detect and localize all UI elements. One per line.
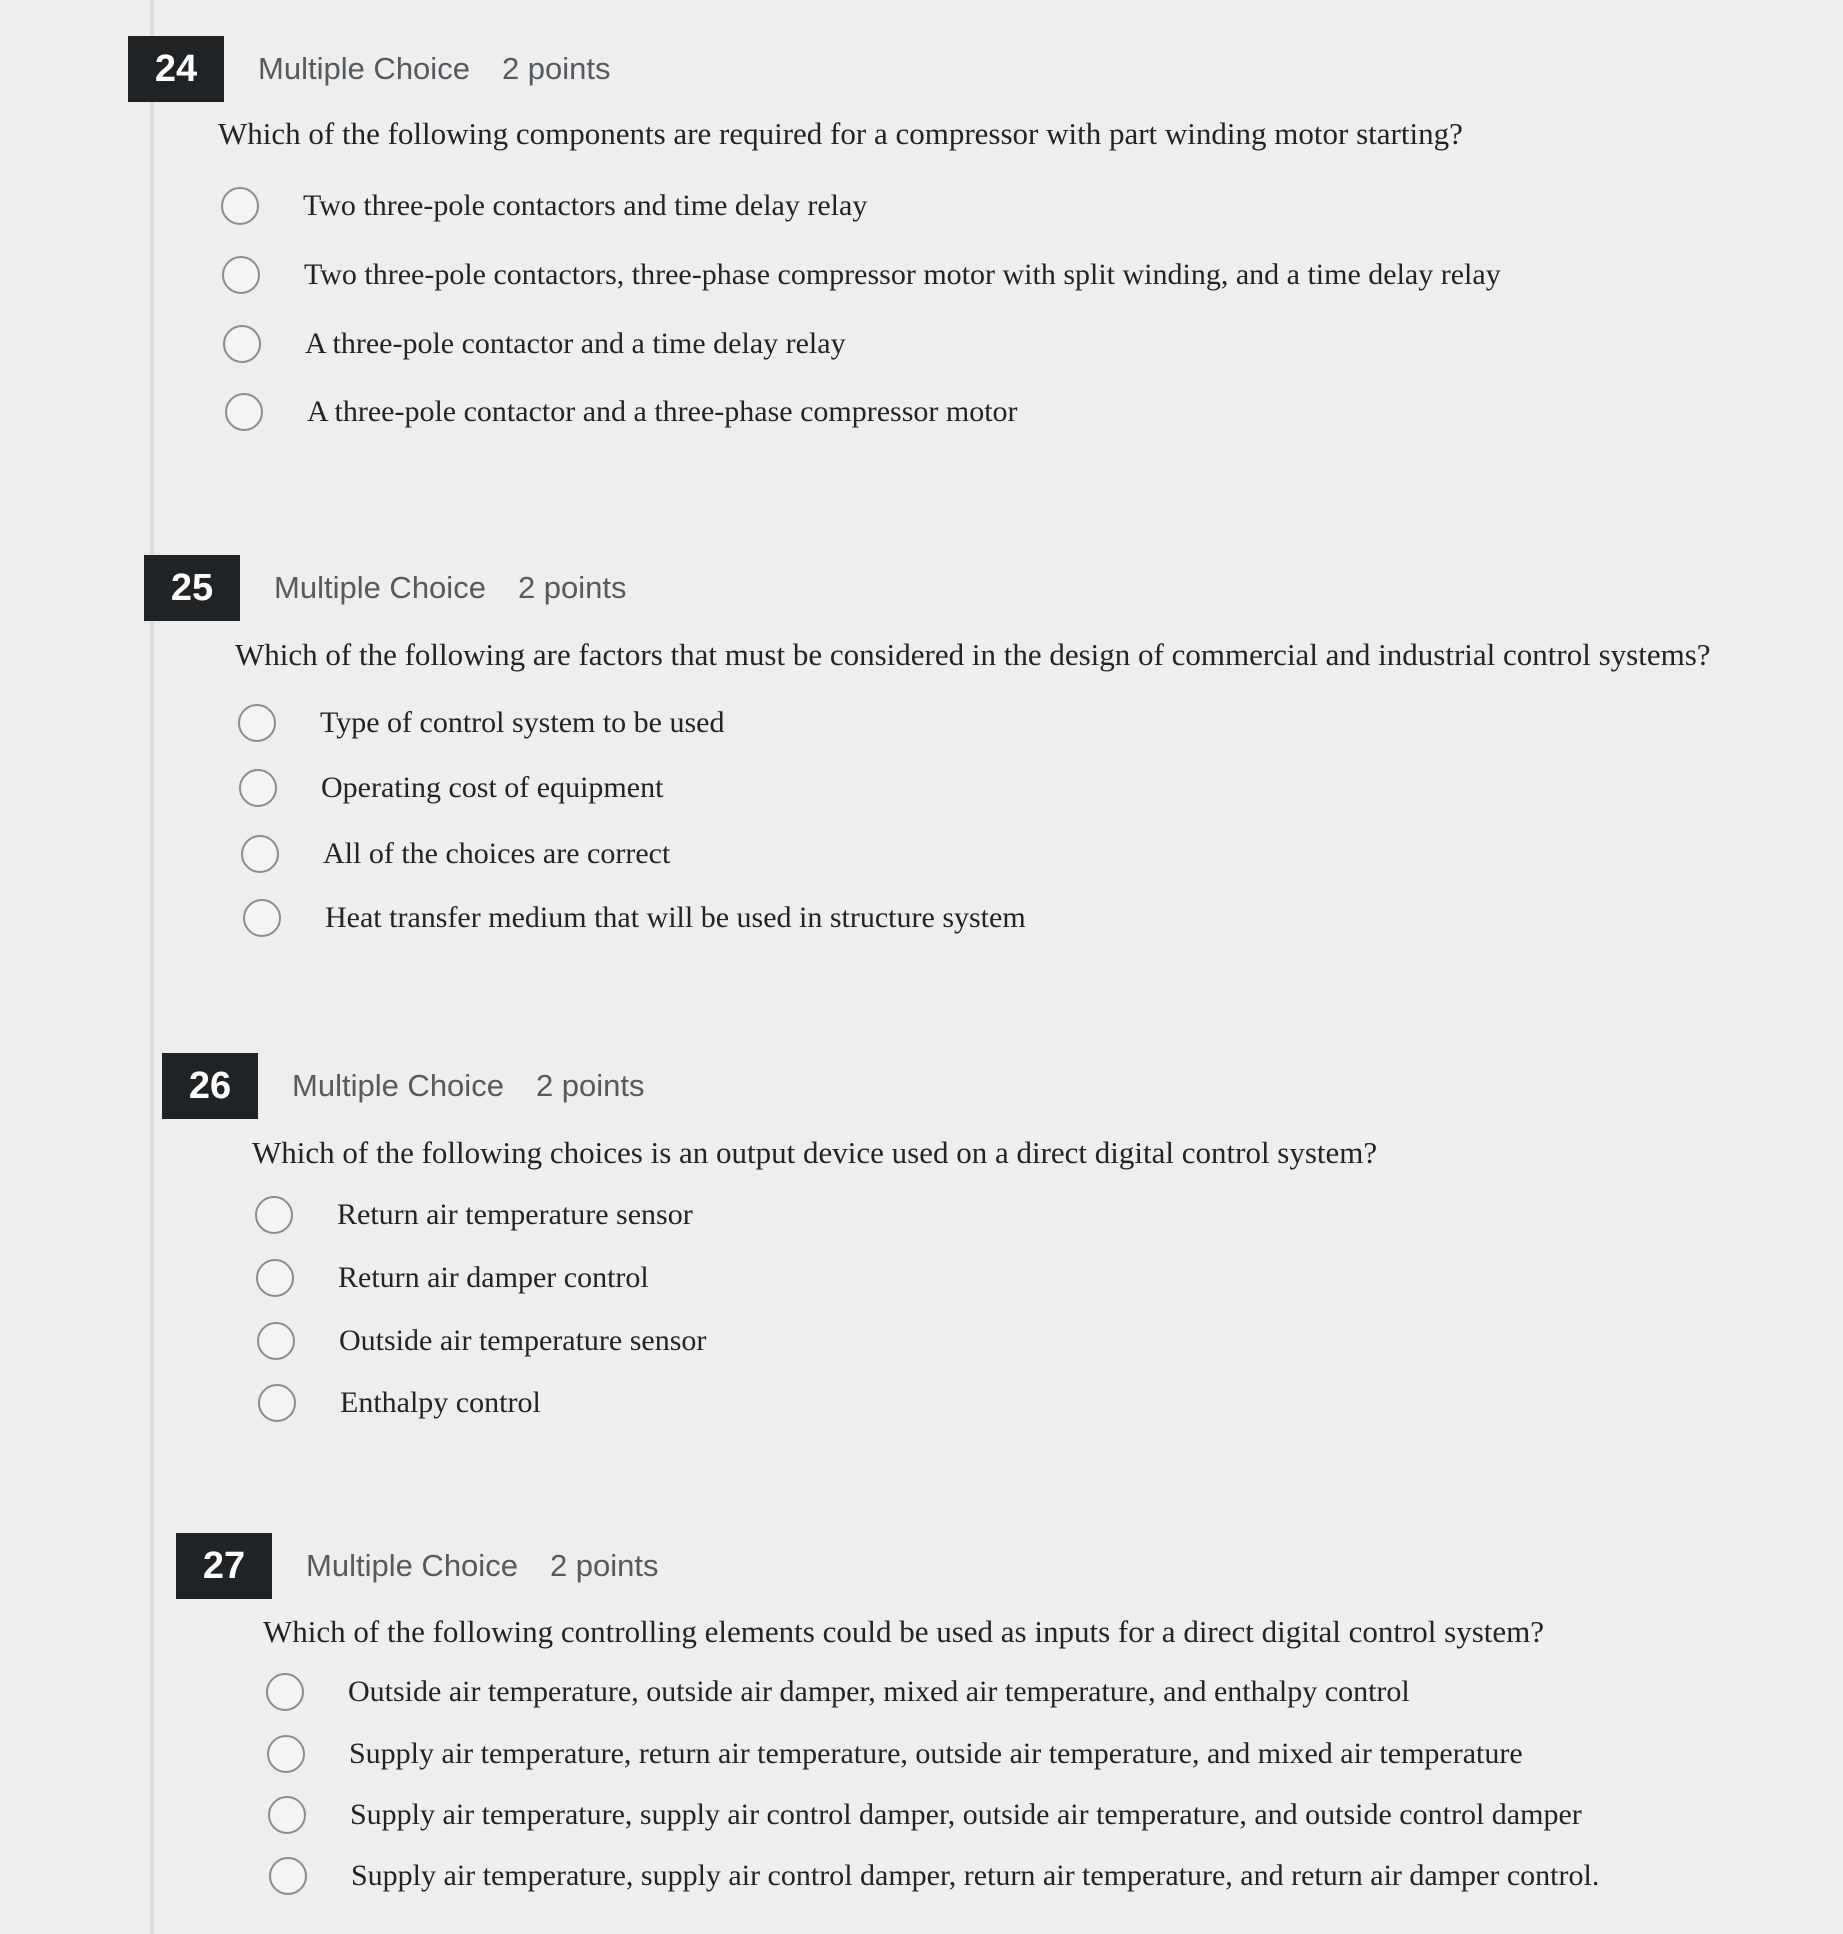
choice-option[interactable] bbox=[225, 387, 1018, 437]
question-points-label: 2 points bbox=[501, 51, 611, 86]
choice-label: Enthalpy control bbox=[340, 1386, 541, 1419]
page-left-rule bbox=[150, 0, 154, 1934]
choice-label: Outside air temperature, outside air damper, mixed air temperature, and enthalpy control bbox=[348, 1675, 1410, 1708]
question-prompt: Which of the following controlling elements could be used as inputs for a direct digital control system? bbox=[263, 1614, 1545, 1649]
radio-button[interactable] bbox=[225, 393, 263, 431]
radio-button[interactable] bbox=[255, 1196, 293, 1234]
question-prompt: Which of the following choices is an output device used on a direct digital control system? bbox=[252, 1135, 1378, 1170]
radio-button[interactable] bbox=[257, 1322, 295, 1360]
choice-label: Supply air temperature, return air temperature, outside air temperature, and mixed air temperature bbox=[349, 1737, 1523, 1770]
question-header bbox=[128, 36, 611, 102]
question-number-badge: 27 bbox=[176, 1533, 272, 1599]
choice-label: Supply air temperature, supply air control damper, return air temperature, and return air damper control. bbox=[351, 1859, 1600, 1892]
radio-button[interactable] bbox=[258, 1384, 296, 1422]
choice-label: Outside air temperature sensor bbox=[339, 1324, 707, 1357]
choice-label: A three-pole contactor and a three-phase compressor motor bbox=[307, 395, 1018, 428]
choice-option[interactable] bbox=[256, 1253, 649, 1303]
choice-label: Two three-pole contactors, three-phase compressor motor with split winding, and a time delay relay bbox=[304, 258, 1501, 291]
radio-button[interactable] bbox=[238, 704, 276, 742]
radio-button[interactable] bbox=[221, 187, 259, 225]
radio-button[interactable] bbox=[241, 835, 279, 873]
radio-button[interactable] bbox=[256, 1259, 294, 1297]
question-type-label: Multiple Choice bbox=[292, 1068, 504, 1103]
radio-button[interactable] bbox=[267, 1735, 305, 1773]
choice-option[interactable] bbox=[223, 319, 846, 369]
choice-option[interactable] bbox=[258, 1378, 541, 1428]
question-header bbox=[162, 1053, 645, 1119]
choice-option[interactable] bbox=[257, 1316, 706, 1366]
choice-option[interactable] bbox=[266, 1667, 1410, 1717]
question-header bbox=[176, 1533, 659, 1599]
question-prompt: Which of the following components are required for a compressor with part winding motor starting? bbox=[218, 116, 1463, 151]
choice-label: Return air damper control bbox=[338, 1261, 649, 1294]
choice-label: All of the choices are correct bbox=[323, 837, 671, 870]
radio-button[interactable] bbox=[268, 1796, 306, 1834]
question-number-badge: 25 bbox=[144, 555, 240, 621]
choice-option[interactable] bbox=[239, 763, 663, 813]
choice-label: Two three-pole contactors and time delay relay bbox=[303, 189, 868, 222]
radio-button[interactable] bbox=[266, 1673, 304, 1711]
question-number-badge: 24 bbox=[128, 36, 224, 102]
choice-option[interactable] bbox=[267, 1729, 1523, 1779]
radio-button[interactable] bbox=[222, 256, 260, 294]
question-type-label: Multiple Choice bbox=[258, 51, 470, 86]
choice-label: Heat transfer medium that will be used in structure system bbox=[325, 901, 1026, 934]
radio-button[interactable] bbox=[269, 1857, 307, 1895]
choice-option[interactable] bbox=[243, 893, 1026, 943]
choice-option[interactable] bbox=[221, 181, 867, 231]
question-points-label: 2 points bbox=[517, 570, 627, 605]
choice-label: Supply air temperature, supply air control damper, outside air temperature, and outside control damper bbox=[350, 1798, 1582, 1831]
question-type-label: Multiple Choice bbox=[274, 570, 486, 605]
choice-label: Type of control system to be used bbox=[320, 706, 725, 739]
choice-label: Return air temperature sensor bbox=[337, 1198, 693, 1231]
choice-option[interactable] bbox=[222, 250, 1501, 300]
question-number-badge: 26 bbox=[162, 1053, 258, 1119]
question-type-label: Multiple Choice bbox=[306, 1548, 518, 1583]
choice-label: A three-pole contactor and a time delay relay bbox=[305, 327, 846, 360]
question-points-label: 2 points bbox=[549, 1548, 659, 1583]
choice-option[interactable] bbox=[269, 1851, 1599, 1901]
radio-button[interactable] bbox=[223, 325, 261, 363]
choice-option[interactable] bbox=[268, 1790, 1582, 1840]
radio-button[interactable] bbox=[239, 769, 277, 807]
radio-button[interactable] bbox=[243, 899, 281, 937]
question-points-label: 2 points bbox=[535, 1068, 645, 1103]
question-header bbox=[144, 555, 627, 621]
choice-option[interactable] bbox=[255, 1190, 693, 1240]
choice-label: Operating cost of equipment bbox=[321, 771, 664, 804]
choice-option[interactable] bbox=[238, 698, 725, 748]
choice-option[interactable] bbox=[241, 829, 670, 879]
question-prompt: Which of the following are factors that must be considered in the design of commercial and industrial control systems? bbox=[235, 637, 1711, 672]
